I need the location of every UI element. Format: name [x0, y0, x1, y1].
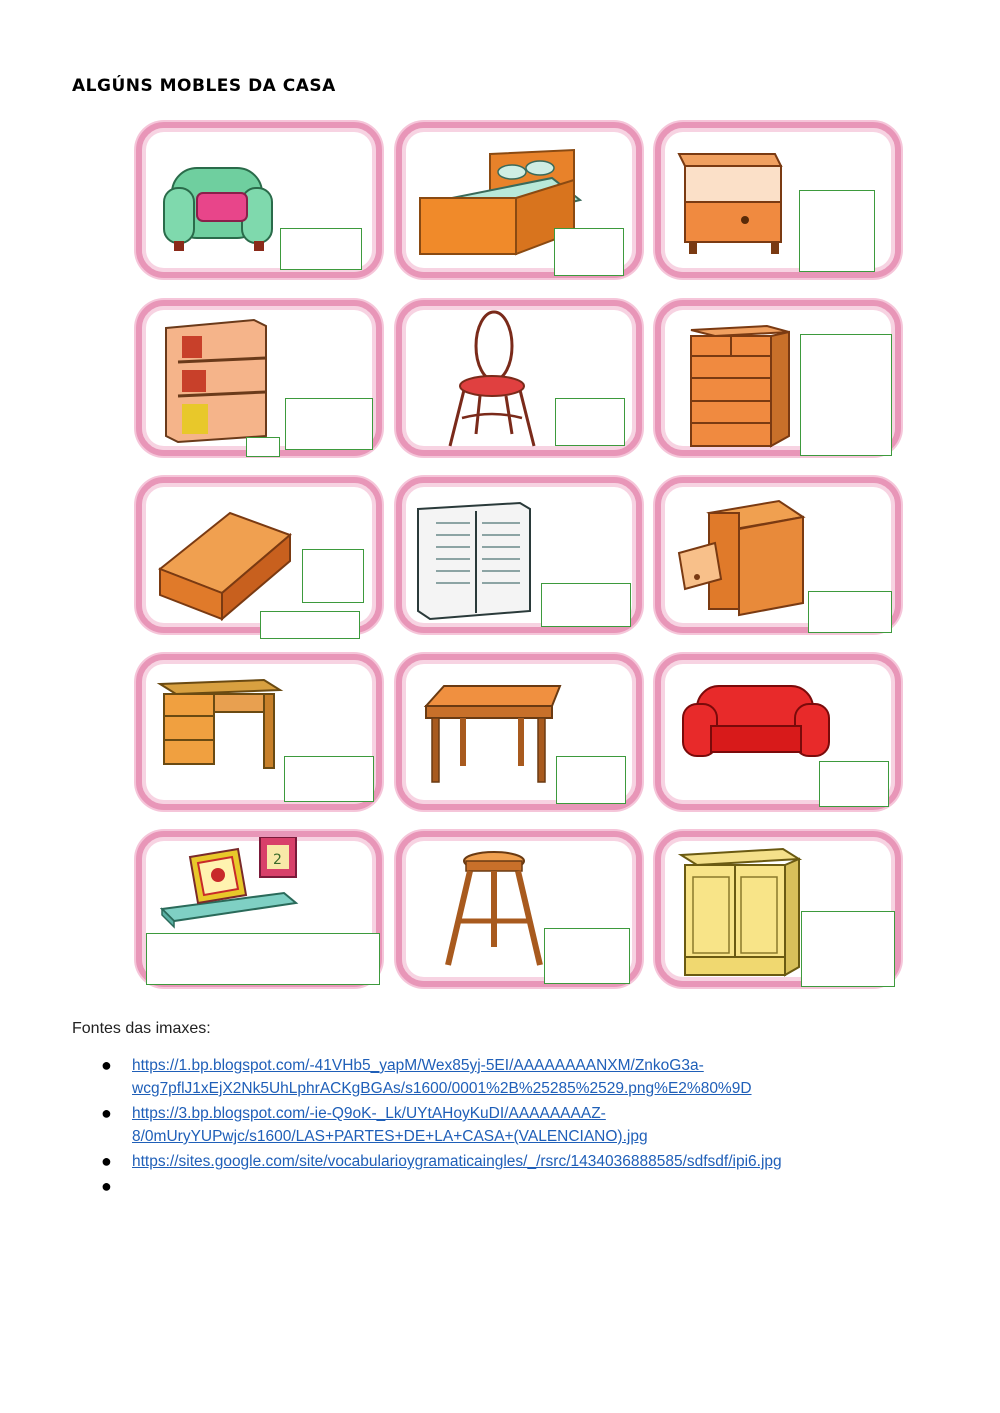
sources-list [0, 1054, 1000, 1196]
card-armchair [136, 122, 382, 278]
answer-box-small[interactable] [260, 611, 360, 639]
answer-box[interactable] [556, 756, 626, 804]
source-link-1[interactable]: https://1.bp.blogspot.com/-41VHb5_yapM/Wex85yj-5EI/AAAAAAAANXM/ZnkoG3a- wcg7pflJ1xEjX2Nk5UhLphrACKgBGAs/s1600/0001%2B%25285%2529.png%E2%80%9D [132, 1057, 752, 1097]
card-table [396, 654, 642, 810]
svg-text:2: 2 [273, 852, 282, 868]
answer-box[interactable] [284, 756, 374, 802]
card-chest-of-drawers [655, 300, 901, 456]
answer-box[interactable] [800, 334, 892, 456]
page-title: ALGÚNS MOBLES DA CASA [72, 76, 336, 96]
answer-box[interactable] [555, 398, 625, 446]
answer-box[interactable] [544, 928, 630, 984]
bullet-icon: ● [101, 1055, 112, 1075]
answer-box[interactable] [799, 190, 875, 272]
card-shelf-with-frames [136, 831, 382, 987]
answer-box[interactable] [302, 549, 364, 603]
list-item [0, 1150, 1000, 1173]
card-wardrobe [655, 831, 901, 987]
card-desk [136, 654, 382, 810]
list-item [0, 1102, 1000, 1148]
answer-box[interactable] [146, 933, 380, 985]
answer-box[interactable] [285, 398, 373, 450]
source-link-2[interactable]: https://3.bp.blogspot.com/-ie-Q9oK-_Lk/UYtAHoyKuDI/AAAAAAAAZ- 8/0mUryYUPwjc/s1600/LAS+PARTES+DE+LA+CASA+(VALENCIANO).jpg [132, 1105, 648, 1145]
answer-box[interactable] [808, 591, 892, 633]
answer-box[interactable] [801, 911, 895, 987]
bullet-icon: ● [101, 1176, 112, 1196]
card-bed [396, 122, 642, 278]
bullet-icon: ● [101, 1151, 112, 1171]
card-coffee-table [136, 477, 382, 633]
sources-label: Fontes das imaxes: [72, 1020, 211, 1037]
card-drawer-cabinet [655, 477, 901, 633]
answer-box[interactable] [541, 583, 631, 627]
answer-box[interactable] [819, 761, 889, 807]
card-bookshelf [136, 300, 382, 456]
answer-box-small[interactable] [246, 437, 280, 457]
card-cupboard [396, 477, 642, 633]
answer-box[interactable] [554, 228, 624, 276]
bullet-icon: ● [101, 1103, 112, 1123]
source-link-3[interactable]: https://sites.google.com/site/vocabularioygramaticaingles/_/rsrc/1434036888585/sdfsdf/ipi6.jpg [132, 1153, 782, 1170]
card-stool [396, 831, 642, 987]
card-chair [396, 300, 642, 456]
card-sofa [655, 654, 901, 810]
card-bedside-table [655, 122, 901, 278]
answer-box[interactable] [280, 228, 362, 270]
list-item [0, 1054, 1000, 1100]
